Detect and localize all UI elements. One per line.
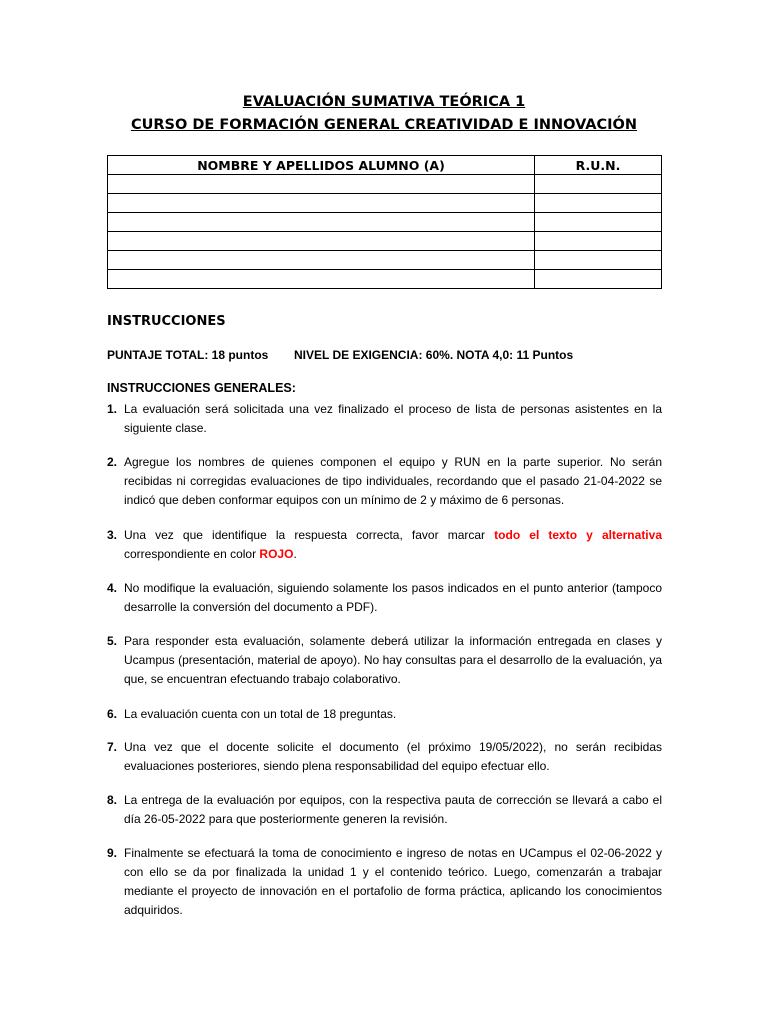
highlight-color-word: ROJO — [259, 547, 294, 561]
item-number: 6. — [107, 707, 118, 721]
list-item — [107, 579, 662, 617]
list-item — [107, 453, 662, 510]
instructions-heading: INSTRUCCIONES — [107, 314, 226, 329]
item-text: Finalmente se efectuará la toma de conocimiento e ingreso de notas en UCampus el 02-06-2022 y con ello se da por finalizada la unidad 1 y el contenido teórico. Luego, comenzarán a trabajar mediante el proyecto de innovación en el portafolio de forma práctica, aplicando los conocimientos adquiridos. — [124, 846, 662, 917]
item-text-part: correspondiente en color — [124, 547, 260, 561]
table-row — [108, 175, 662, 194]
item-number: 8. — [107, 793, 118, 807]
item-number: 5. — [107, 634, 118, 648]
item-number: 4. — [107, 581, 118, 595]
list-item — [107, 791, 662, 829]
item-text: La evaluación cuenta con un total de 18 preguntas. — [124, 707, 397, 721]
table-row — [108, 213, 662, 232]
name-cell[interactable] — [108, 175, 535, 194]
item-number: 3. — [107, 528, 118, 542]
table-row — [108, 194, 662, 213]
item-text: Una vez que el docente solicite el documento (el próximo 19/05/2022), no serán recibidas evaluaciones posteriores, siendo plena responsabilidad del equipo efectuar ello. — [124, 740, 662, 773]
document-title: EVALUACIÓN SUMATIVA TEÓRICA 1 — [242, 94, 526, 110]
list-item — [107, 705, 662, 724]
name-cell[interactable] — [108, 270, 535, 289]
run-cell[interactable] — [535, 232, 662, 251]
item-text — [124, 526, 662, 564]
list-item — [107, 738, 662, 776]
course-title: CURSO DE FORMACIÓN GENERAL CREATIVIDAD E INNOVACIÓN — [130, 117, 638, 133]
name-cell[interactable] — [108, 251, 535, 270]
table-row — [108, 270, 662, 289]
item-text: La entrega de la evaluación por equipos, con la respectiva pauta de corrección se llevará a cabo el día 26-05-2022 para que posteriormente generen la revisión. — [124, 793, 662, 826]
run-cell[interactable] — [535, 251, 662, 270]
item-text: No modifique la evaluación, siguiendo solamente los pasos indicados en el punto anterior (tampoco desarrolle la conversión del documento a PDF). — [124, 581, 662, 614]
total-score: PUNTAJE TOTAL: 18 puntos — [107, 348, 269, 362]
table-row — [108, 232, 662, 251]
item-text: Agregue los nombres de quienes componen el equipo y RUN en la parte superior. No serán recibidas ni corregidas evaluaciones de tipo individuales, recordando que el pasado 21-04-2022 se indicó que deben conformar equipos con un mínimo de 2 y máximo de 6 personas. — [124, 455, 662, 507]
run-cell[interactable] — [535, 175, 662, 194]
run-column-header: R.U.N. — [535, 156, 662, 175]
run-cell[interactable] — [535, 270, 662, 289]
item-text-part: . — [293, 547, 297, 561]
item-number: 2. — [107, 455, 118, 469]
table-row — [108, 251, 662, 270]
run-cell[interactable] — [535, 194, 662, 213]
item-text: La evaluación será solicitada una vez finalizado el proceso de lista de personas asistentes en la siguiente clase. — [124, 402, 662, 435]
general-instructions-heading: INSTRUCCIONES GENERALES: — [107, 381, 296, 395]
list-item — [107, 400, 662, 438]
run-cell[interactable] — [535, 213, 662, 232]
item-number: 7. — [107, 740, 118, 754]
requirement-level: NIVEL DE EXIGENCIA: 60%. NOTA 4,0: 11 Puntos — [294, 348, 574, 362]
name-cell[interactable] — [108, 232, 535, 251]
name-cell[interactable] — [108, 213, 535, 232]
name-cell[interactable] — [108, 194, 535, 213]
highlight-text: todo el texto y alternativa — [494, 528, 662, 542]
list-item — [107, 526, 662, 564]
list-item — [107, 632, 662, 689]
students-table — [107, 155, 662, 289]
name-column-header: NOMBRE Y APELLIDOS ALUMNO (A) — [108, 156, 535, 175]
item-text-part: Una vez que identifique la respuesta correcta, favor marcar — [124, 528, 495, 542]
item-number: 1. — [107, 402, 118, 416]
table-header-row — [108, 156, 662, 175]
item-number: 9. — [107, 846, 118, 860]
list-item — [107, 844, 662, 920]
item-text: Para responder esta evaluación, solamente deberá utilizar la información entregada en clases y Ucampus (presentación, material de apoyo). No hay consultas para el desarrollo de la evaluación, ya que, se encuentran efectuando trabajo colaborativo. — [124, 634, 662, 686]
